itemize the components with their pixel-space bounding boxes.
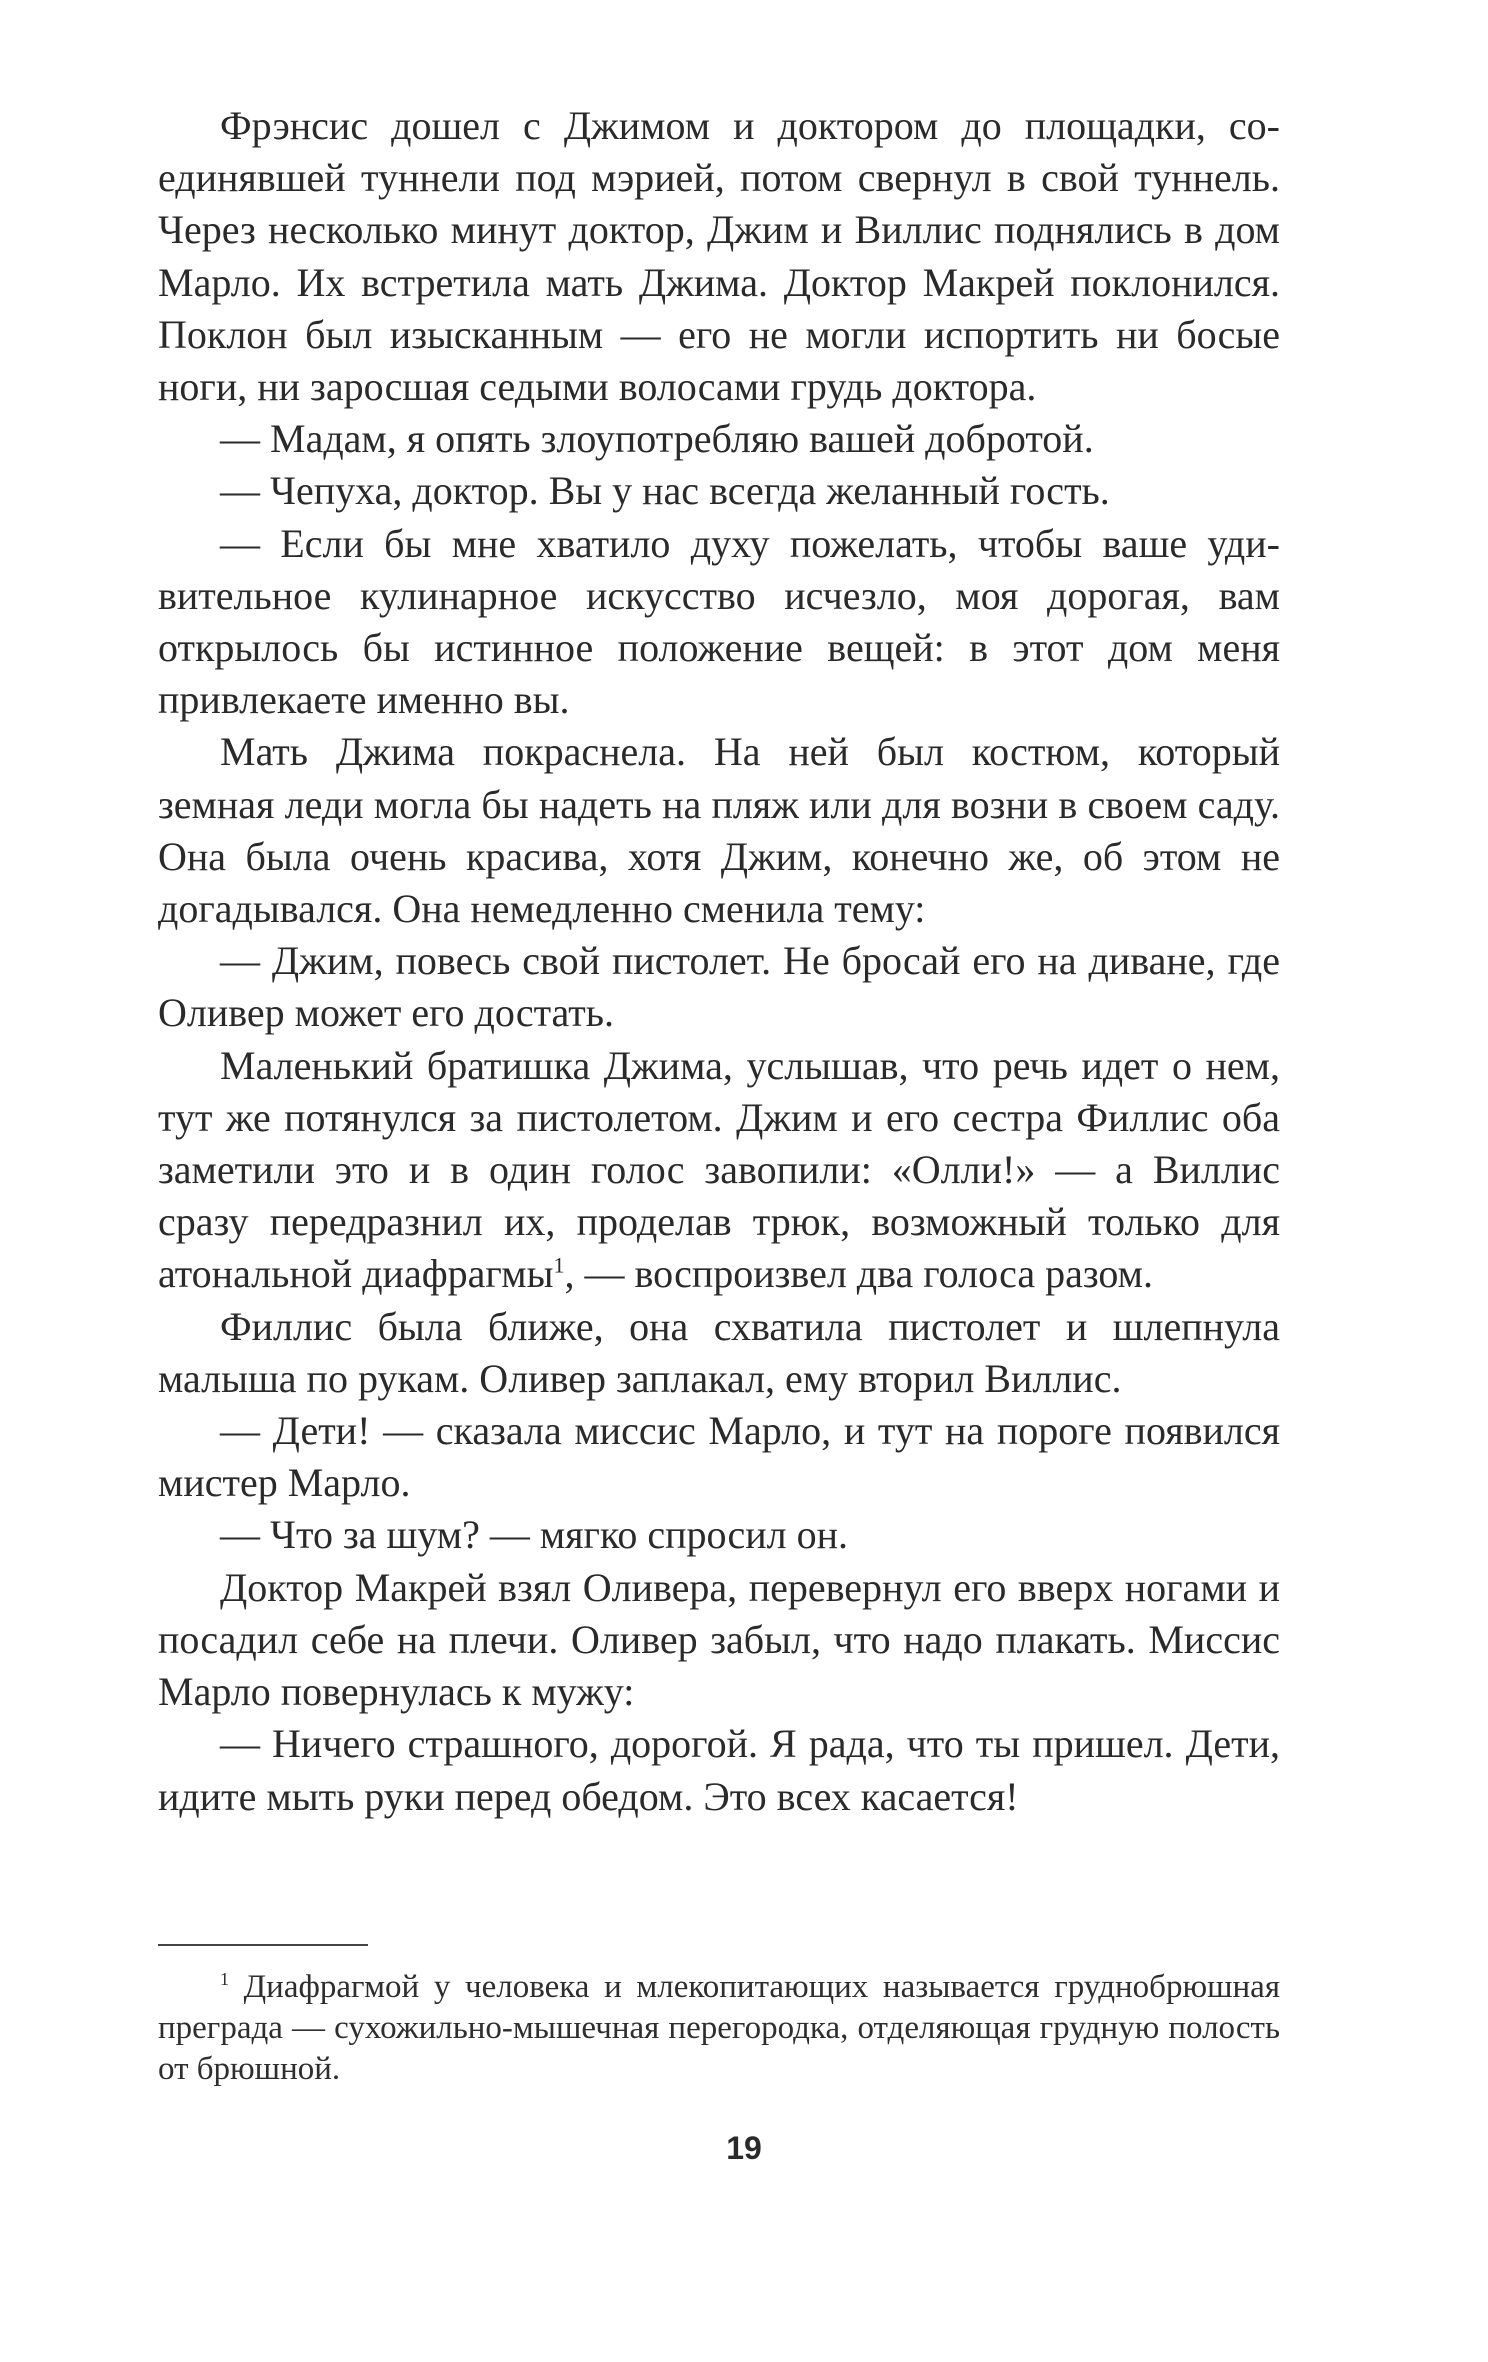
footnote-ref-marker: 1 — [553, 1253, 565, 1279]
footnote-text: Диафрагмой у человека и млекопитающих называется груднобрюшная преграда — сухожильно-мышечная перегородка, отделяющая грудную полость от брюшной. — [158, 1969, 1280, 2087]
footnote-divider — [158, 1944, 368, 1946]
paragraph: — Если бы мне хватило духу пожелать, чтобы ваше удивительное кулинарное искусство исчезло, моя дорогая, вам открылось бы истинное положение вещей: в этот дом меня привлекаете именно вы. — [158, 520, 1280, 723]
paragraph: — Мадам, я опять злоупотребляю вашей добротой. — [220, 416, 1094, 462]
paragraph: Мать Джима покраснела. На ней был костюм, который земная леди могла бы надеть на пляж или для возни в своем саду. Она была очень красива, хотя Джим, конечно же, об этом не догадывался. Она немедленно сменила тему: — [158, 729, 1280, 932]
paragraph: Доктор Макрей взял Оливера, перевернул его вверх ногами и посадил себе на плечи. Оливер забыл, что надо плакать. Миссис Марло повернулась к мужу: — [158, 1564, 1280, 1715]
paragraph: Филлис была ближе, она схватила пистолет и шлепнула малыша по рукам. Оливер заплакал, ему вторил Виллис. — [158, 1303, 1280, 1401]
paragraph: Фрэнсис дошел с Джимом и доктором до площадки, соединявшей туннели под мэрией, потом свернул в свой туннель. Через несколько минут доктор, Джим и Виллис поднялись в дом Марло. Их встретила мать Джима. Доктор Макрей поклонился. Поклон был изысканным — его не могли испортить ни босые ноги, ни заросшая седыми волосами грудь доктора. — [158, 103, 1280, 410]
footnote — [158, 1967, 1280, 2090]
paragraph-with-footnote-ref: Маленький братишка Джима, услышав, что речь идет о нем, тут же потянулся за пистолетом. Джим и его сестра Филлис оба заметили это и в один голос завопили: «Олли!» — а Виллис сразу передразнил их, проделав трюк, возможный только для атональной диафрагмы$^1$, — воспроизвел два голоса разом. — [158, 1042, 1280, 1297]
body-text — [158, 100, 1280, 1823]
paragraph: — Джим, повесь свой пистолет. Не бросай его на диване, где Оливер может его достать. — [158, 938, 1280, 1036]
paragraph: — Дети! — сказала миссис Марло, и тут на пороге появился мистер Марло. — [158, 1408, 1280, 1506]
footnote-marker: 1 — [220, 1969, 229, 1989]
page-number: 19 — [726, 2130, 762, 2166]
paragraph: — Ничего страшного, дорогой. Я рада, что ты пришел. Дети, идите мыть руки перед обедом. Это всех касается! — [158, 1721, 1280, 1819]
paragraph: — Что за шум? — мягко спросил он. — [220, 1512, 849, 1558]
paragraph: — Чепуха, доктор. Вы у нас всегда желанный гость. — [220, 468, 1110, 514]
